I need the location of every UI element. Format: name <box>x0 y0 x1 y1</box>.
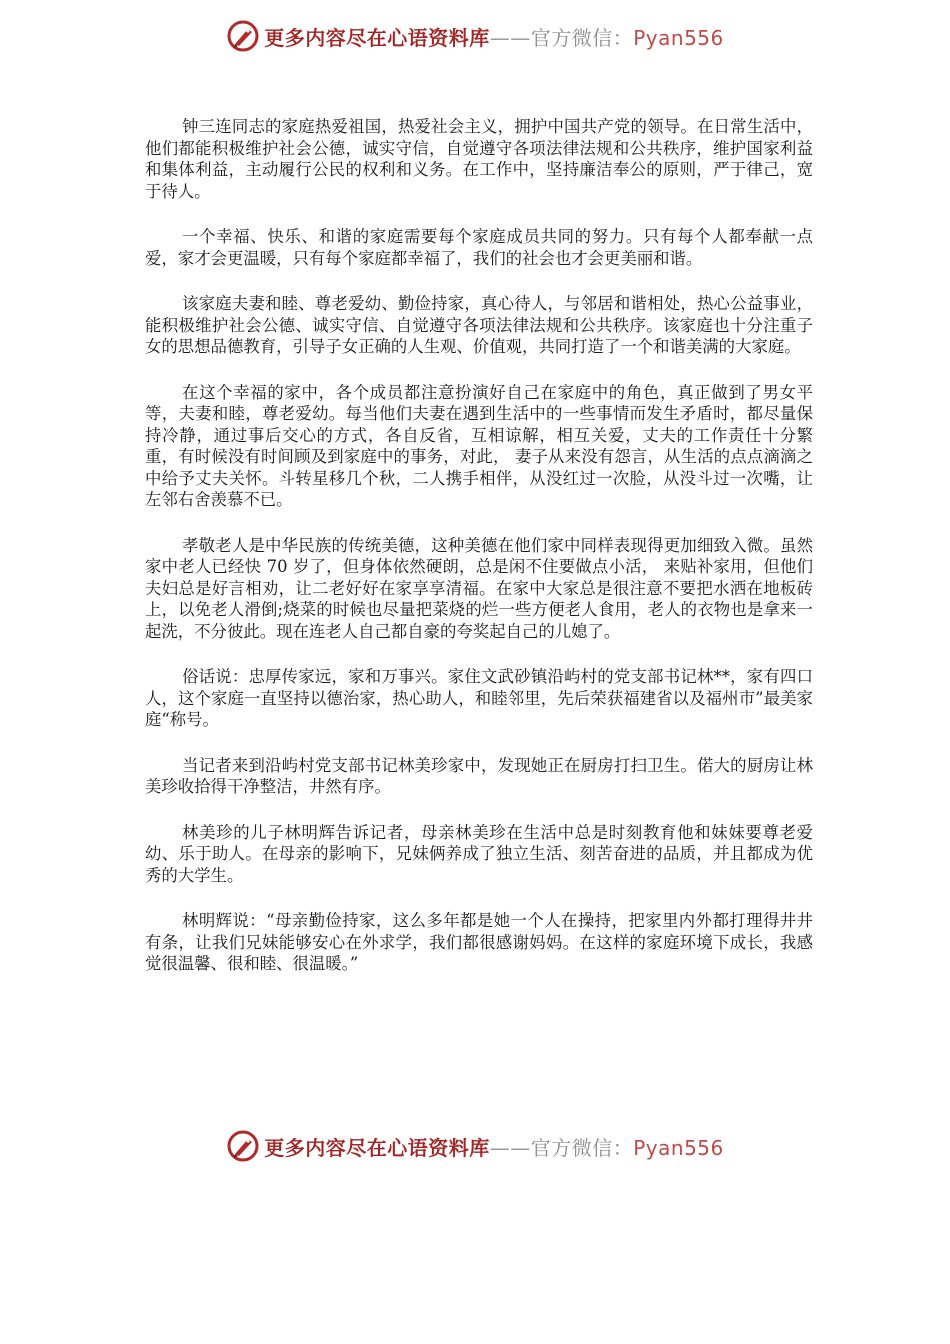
pen-logo-icon <box>226 1129 260 1163</box>
header-banner <box>0 16 950 56</box>
footer-banner <box>0 1126 950 1166</box>
paragraph-8: 林美珍的儿子林明辉告诉记者，母亲林美珍在生活中总是时刻教育他和妹妹要尊老爱幼、乐于助人。在母亲的影响下，兄妹俩养成了独立生活、刻苦奋进的品质，并且都成为优秀的大学生。 <box>145 822 813 885</box>
footer-wechat-id: Pyan556 <box>633 1135 724 1160</box>
paragraph-1: 钟三连同志的家庭热爱祖国，热爱社会主义，拥护中国共产党的领导。在日常生活中，他们都能积极维护社会公德，诚实守信，自觉遵守各项法律法规和公共秩序，维护国家利益和集体利益，主动履行公民的权利和义务。在工作中，坚持廉洁奉公的原则，严于律己，宽于待人。 <box>145 117 813 201</box>
pen-logo-icon <box>226 19 260 53</box>
banner-wechat-id: Pyan556 <box>633 25 724 50</box>
article-body <box>145 116 813 999</box>
footer-wechat-label: 官方微信： <box>530 1135 634 1160</box>
paragraph-5: 孝敬老人是中华民族的传统美德，这种美德在他们家中同样表现得更加细致入微。虽然家中老人已经快 70 岁了，但身体依然硬朗，总是闲不住要做点小活， 来贴补家用，但他们夫妇总是好言相劝，让二老好好在家享享清福。在家中大家总是很注意不要把水洒在地板砖上，以免老人滑倒;烧菜的时候也尽量把菜烧的烂一些方便老人食用，老人的衣物也是拿来一起洗，不分彼此。现在连老人自己都自豪的夸奖起自己的儿媳了。 <box>145 535 813 641</box>
paragraph-3: 该家庭夫妻和睦、尊老爱幼、勤俭持家，真心待人，与邻居和谐相处，热心公益事业，能积极维护社会公德、诚实守信、自觉遵守各项法律法规和公共秩序。该家庭也十分注重子女的思想品德教育，引导子女正确的人生观、价值观，共同打造了一个和谐美满的大家庭。 <box>145 294 813 356</box>
paragraph-4: 在这个幸福的家中，各个成员都注意扮演好自己在家庭中的角色，真正做到了男女平等，夫妻和睦，尊老爱幼。每当他们夫妻在遇到生活中的一些事情而发生矛盾时，都尽量保持冷静，通过事后交心的方式，各自反省，互相谅解，相互关爱，丈夫的工作责任十分繁重，有时候没有时间顾及到家庭中的事务，对此， 妻子从来没有怨言，从生活的点点滴滴之中给予丈夫关怀。斗转星移几个秋，二人携手相伴，从没红过一次脸，从没斗过一次嘴，让左邻右舍羡慕不已。 <box>145 382 813 509</box>
footer-separator: —— <box>489 1135 531 1160</box>
banner-wechat-label: 官方微信： <box>530 25 634 50</box>
banner-separator: —— <box>489 25 531 50</box>
paragraph-9: 林明辉说：“母亲勤俭持家，这么多年都是她一个人在操持，把家里内外都打理得井井有条，让我们兄妹能够安心在外求学，我们都很感谢妈妈。在这样的家庭环境下成长，我感觉很温馨、很和睦、很温暖。” <box>145 911 813 973</box>
footer-brand-text: 更多内容尽在心语资料库 <box>264 1135 490 1160</box>
banner-brand-text: 更多内容尽在心语资料库 <box>264 25 490 50</box>
paragraph-2: 一个幸福、快乐、和谐的家庭需要每个家庭成员共同的努力。只有每个人都奉献一点爱，家才会更温暖，只有每个家庭都幸福了，我们的社会也才会更美丽和谐。 <box>145 227 813 268</box>
paragraph-7: 当记者来到沿屿村党支部书记林美珍家中，发现她正在厨房打扫卫生。偌大的厨房让林美珍收拾得干净整洁，井然有序。 <box>145 755 813 796</box>
paragraph-6: 俗话说：忠厚传家远，家和万事兴。家住文武砂镇沿屿村的党支部书记林**，家有四口人，这个家庭一直坚持以德治家，热心助人，和睦邻里，先后荣获福建省以及福州市”最美家庭“称号。 <box>145 667 813 729</box>
